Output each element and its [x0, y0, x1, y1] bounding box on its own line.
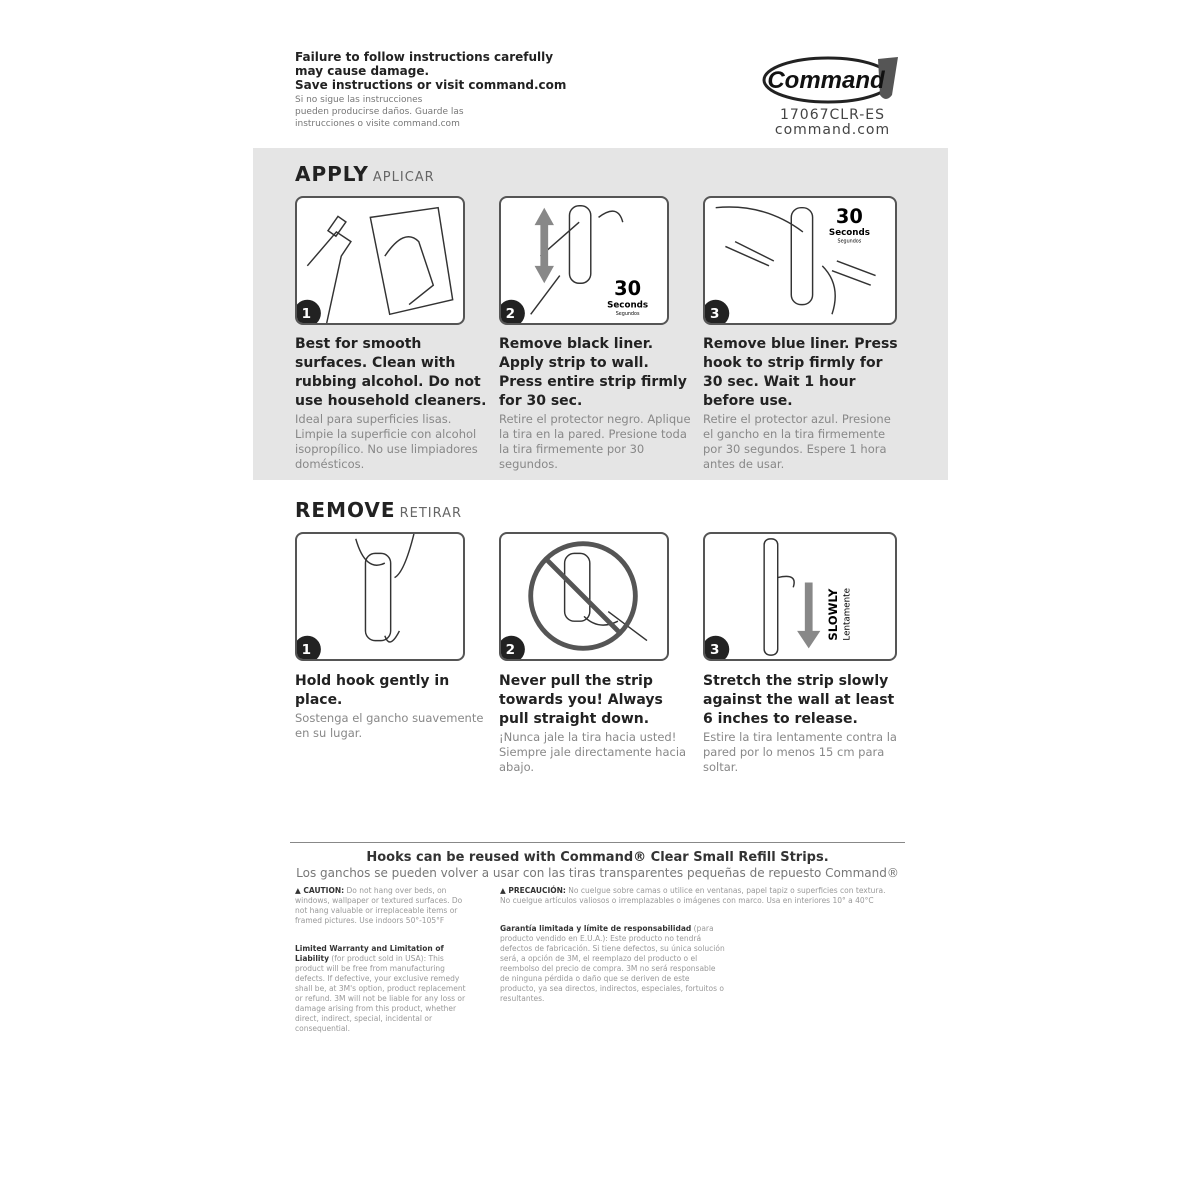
svg-text:1: 1: [301, 306, 312, 323]
svg-text:3: 3: [710, 306, 720, 323]
warning-line: Failure to follow instructions carefully: [295, 50, 554, 64]
remove-step-2-text: Never pull the strip towards you! Always pull straight down. ¡Nunca jale la tira hacia usted! Siempre jale directamente hacia abajo.: [499, 673, 687, 774]
svg-text:Seconds: Seconds: [607, 300, 649, 311]
remove-step-3-text: Stretch the strip slowly against the wall at least 6 inches to release. Estire la tira lentamente contra la pared por lo menos 15 cm para soltar.: [703, 673, 897, 774]
apply-step-3-text: Remove blue liner. Press hook to strip firmly for 30 sec. Wait 1 hour before use. Retire el protector azul. Presione el gancho en la tira firmemente por 30 segundos. Espere 1 hora antes de usar.: [703, 336, 898, 471]
caution-en: ▲ CAUTION: Do not hang over beds, on windows, wallpaper or textured surfaces. Do not hang valuable or irreplaceable items or framed pictures. Use indoors 50°-105°F: [295, 886, 463, 925]
website: command.com: [774, 122, 891, 138]
warranty-en: Limited Warranty and Limitation of Liability (for product sold in USA): This product will be free from manufacturing defects. If defective, your exclusive remedy shall be, at 3M's option, product replacement or refund. 3M will not be liable for any loss or damage arising from this product, whether direct, indirect, special, incidental or consequential.: [295, 944, 466, 1033]
svg-text:30: 30: [835, 205, 863, 229]
svg-text:2: 2: [505, 642, 516, 659]
apply-step-2-text: Remove black liner. Apply strip to wall. Press entire strip firmly for 30 sec. Retire el protector negro. Aplique la tira en la pared. Presione toda la tira firmemente por 30 segundos.: [499, 336, 691, 471]
warning-spanish: [295, 94, 495, 130]
apply-step-1-text: Best for smooth surfaces. Clean with rubbing alcohol. Do not use household cleaners. Ideal para superficies lisas. Limpie la superficie con alcohol isopropílico. No use limpiadores domésticos.: [295, 336, 487, 471]
svg-text:Seconds: Seconds: [828, 227, 870, 238]
svg-text:30: 30: [614, 276, 642, 300]
warning-english: [295, 50, 595, 92]
warning-line: Si no sigue las instrucciones: [295, 95, 423, 105]
apply-step-3-illustration: [703, 196, 897, 325]
apply-step-2-illustration: [499, 196, 669, 325]
svg-text:2: 2: [505, 306, 516, 323]
divider: [290, 842, 905, 843]
sku-block: [770, 108, 895, 138]
sku-number: 17067CLR-ES: [779, 107, 886, 123]
caution-es: ▲ PRECAUCIÓN: No cuelgue sobre camas o utilice en ventanas, papel tapiz o superficies con textura. No cuelgue artículos valiosos o irremplazables o imágenes con marco. Usa en interiores 10° a 40°C: [500, 886, 886, 905]
warning-line: pueden producirse daños. Guarde las: [295, 107, 464, 117]
apply-heading: APPLY APLICAR: [295, 162, 435, 186]
remove-step-2-illustration: [499, 532, 669, 661]
warning-line: instrucciones o visite command.com: [295, 119, 460, 129]
warning-line: Save instructions or visit command.com: [295, 78, 567, 92]
warning-line: may cause damage.: [295, 64, 430, 78]
svg-text:Segundos: Segundos: [837, 239, 862, 245]
remove-step-3-illustration: [703, 532, 897, 661]
remove-step-1-text: Hold hook gently in place. Sostenga el gancho suavemente en su lugar.: [295, 673, 484, 740]
warranty-es: Garantía limitada y límite de responsabilidad (para producto vendido en E.U.A.): Este producto no tendrá defectos de fabricación. Si tiene defectos, su única solución será, a opción de 3M, el reemplazo del producto o el reembolso del precio de compra. 3M no será responsable de ninguna pérdida o daño que se deriven de este producto, ya sea directos, indirectos, especiales, fortuitos o resultantes.: [500, 924, 725, 1003]
svg-text:Segundos: Segundos: [615, 312, 640, 318]
remove-heading: REMOVE RETIRAR: [295, 498, 463, 522]
svg-text:SLOWLY: SLOWLY: [825, 588, 840, 641]
command-logo: [760, 55, 900, 105]
remove-step-1-illustration: [295, 532, 465, 661]
svg-text:Lentamente: Lentamente: [842, 588, 853, 641]
svg-text:1: 1: [301, 642, 312, 659]
reuse-note-spanish: Los ganchos se pueden volver a usar con las tiras transparentes pequeñas de repuesto Command®: [296, 866, 899, 880]
reuse-note: Hooks can be reused with Command® Clear Small Refill Strips.: [366, 850, 829, 865]
logo-text: Command: [767, 67, 885, 94]
apply-step-1-illustration: [295, 196, 465, 325]
svg-text:3: 3: [710, 642, 720, 659]
